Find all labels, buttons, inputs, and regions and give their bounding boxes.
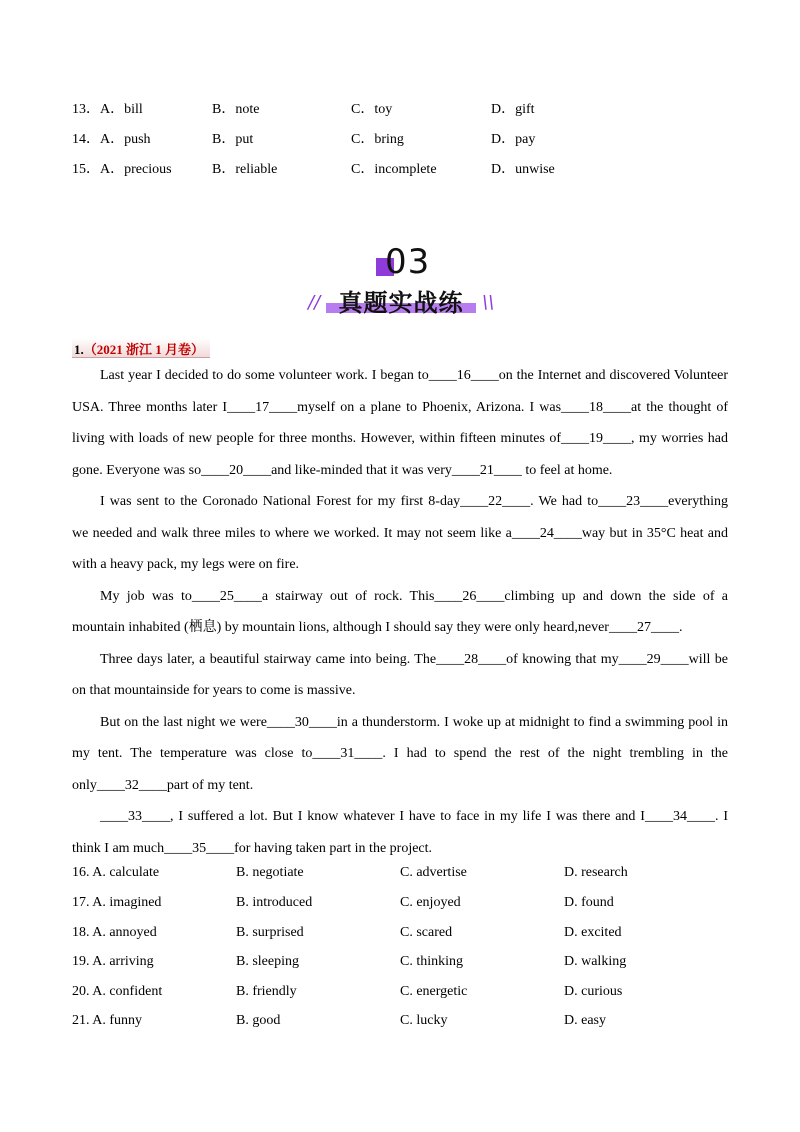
passage-line: Three days later, a beautiful stairway came into being. The____28____of knowing that my____29____will be xyxy=(100,651,728,667)
passage-line: my tent. The temperature was close to____31____. I had to spend the rest of the night trembling in the xyxy=(72,746,728,761)
option-c: C. energetic xyxy=(400,984,468,999)
passage-line: USA. Three months later I____17____myself on a plane to Phoenix, Arizona. I was____18____at the thought of xyxy=(72,399,728,415)
option-b: B. friendly xyxy=(236,984,297,999)
option-row-17 xyxy=(72,895,732,915)
option-d: D. excited xyxy=(564,925,622,940)
passage-line: But on the last night we were____30____in a thunderstorm. I woke up at midnight to find a swimming pool in xyxy=(100,714,728,730)
option-row-14 xyxy=(72,128,732,148)
option-a: 15．A．precious xyxy=(72,162,172,177)
option-b: B．put xyxy=(212,132,254,147)
option-d: D．pay xyxy=(491,132,536,147)
option-a: 21. A. funny xyxy=(72,1013,142,1028)
option-a: 19. A. arriving xyxy=(72,954,154,969)
option-d: D. curious xyxy=(564,984,623,999)
question-number: 1. xyxy=(74,342,84,357)
option-row-16 xyxy=(72,865,732,885)
option-a: 20. A. confident xyxy=(72,984,163,999)
option-a: 14．A．push xyxy=(72,132,151,147)
option-a: 16. A. calculate xyxy=(72,865,160,880)
option-c: C．toy xyxy=(351,102,393,117)
question-source: （2021 浙江 1 月卷） xyxy=(83,342,205,357)
passage-line: think I am much____35____for having taken part in the project. xyxy=(72,840,433,856)
passage-line: Last year I decided to do some volunteer work. I began to____16____on the Internet and discovered Volunteer xyxy=(100,368,728,383)
option-d: D．gift xyxy=(491,102,535,117)
option-row-21 xyxy=(72,1013,732,1033)
option-c: C. advertise xyxy=(400,865,467,880)
question-label xyxy=(72,338,210,358)
option-d: D. research xyxy=(564,865,628,880)
option-row-13 xyxy=(72,98,732,118)
option-d: D. found xyxy=(564,895,614,910)
passage-line: only____32____part of my tent. xyxy=(72,777,254,793)
option-b: B. introduced xyxy=(236,895,313,910)
option-a: 18. A. annoyed xyxy=(72,925,157,940)
option-b: B. surprised xyxy=(236,925,304,940)
option-row-19 xyxy=(72,954,732,974)
option-d: D. easy xyxy=(564,1013,606,1028)
option-c: C. thinking xyxy=(400,954,464,969)
option-row-18 xyxy=(72,925,732,945)
option-row-20 xyxy=(72,984,732,1004)
option-c: C．bring xyxy=(351,132,404,147)
option-d: D．unwise xyxy=(491,162,555,177)
passage-line: I was sent to the Coronado National Forest for my first 8-day____22____. We had to____23____everything xyxy=(100,494,728,509)
passage-line: with a heavy pack, my legs were on fire. xyxy=(72,557,300,572)
passage-line: we needed and walk three miles to where we worked. It may not seem like a____24____way but in 35°C heat and xyxy=(72,525,728,541)
option-c: C. lucky xyxy=(400,1013,448,1028)
option-c: C．incomplete xyxy=(351,162,437,177)
banner-slash-left-icon: // xyxy=(308,292,321,313)
option-row-15 xyxy=(72,158,732,178)
option-c: C. scared xyxy=(400,925,453,940)
section-title: 真题实战练 xyxy=(338,289,464,317)
option-a: 17. A. imagined xyxy=(72,895,162,910)
option-b: B．reliable xyxy=(212,162,278,177)
option-d: D. walking xyxy=(564,954,627,969)
banner-slash-right-icon: \\ xyxy=(482,292,495,313)
option-c: C. enjoyed xyxy=(400,895,461,910)
option-b: B. sleeping xyxy=(236,954,299,969)
passage-line: My job was to____25____a stairway out of rock. This____26____climbing up and down the side of a xyxy=(100,588,728,604)
option-a: 13．A．bill xyxy=(72,102,143,117)
passage-line: living with loads of new people for three months. However, within fifteen minutes of____19____, my worries had xyxy=(72,431,728,446)
passage xyxy=(72,360,728,864)
passage-line: mountain inhabited (栖息) by mountain lions, although I should say they were only heard,never____27____. xyxy=(72,620,683,635)
option-b: B. negotiate xyxy=(236,865,304,880)
option-b: B．note xyxy=(212,102,260,117)
passage-line: on that mountainside for years to come is massive. xyxy=(72,683,356,698)
passage-line: gone. Everyone was so____20____and like-minded that it was very____21____ to feel at home. xyxy=(72,462,613,478)
section-number: 03 xyxy=(385,242,431,282)
passage-line: ____33____, I suffered a lot. But I know whatever I have to face in my life I was there and I____34____. I xyxy=(100,809,728,824)
option-b: B. good xyxy=(236,1013,281,1028)
